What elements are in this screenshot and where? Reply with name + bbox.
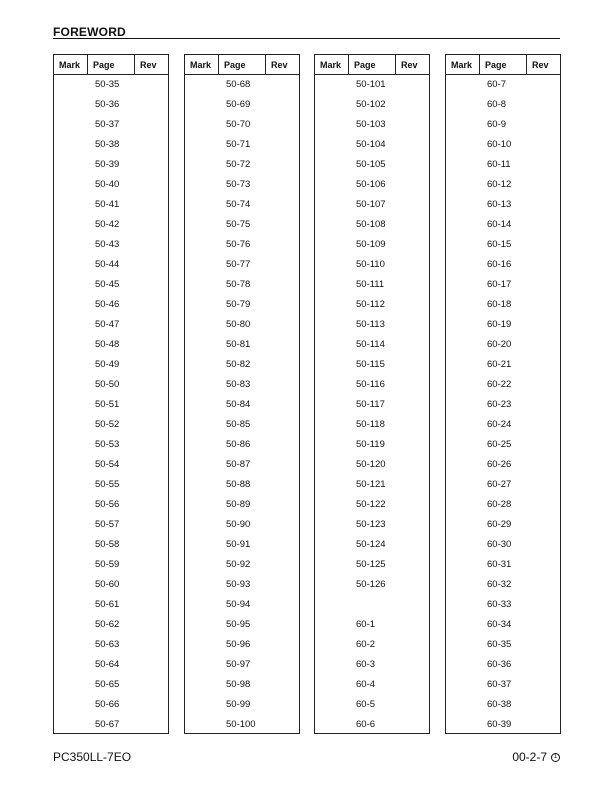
table-row [315, 595, 429, 615]
table-row: 50-59 [95, 559, 120, 570]
table-row: 50-124 [356, 539, 386, 550]
table-row: 50-46 [95, 299, 120, 310]
table-row: 60-29 [487, 519, 512, 530]
table-row: 50-118 [356, 419, 385, 430]
table-row: 50-64 [95, 659, 120, 670]
table-row: 60-38 [487, 699, 512, 710]
table-row: 60-34 [487, 619, 512, 630]
table-row: 50-107 [356, 199, 386, 210]
table-row: 60-9 [487, 119, 507, 130]
table-row: 50-50 [95, 379, 120, 390]
table-row: 50-96 [226, 639, 251, 650]
table-row: 50-102 [356, 99, 386, 110]
table-row: 60-13 [487, 199, 512, 210]
page-list-table-2 [184, 54, 300, 734]
footer-page-number [512, 750, 560, 764]
table-row: 60-25 [487, 439, 512, 450]
table-row: 50-57 [95, 519, 120, 530]
table-row: 50-48 [95, 339, 120, 350]
table-row: 50-67 [95, 719, 120, 730]
table-body [185, 75, 299, 735]
table-row: 50-44 [95, 259, 120, 270]
table-row: 60-1 [356, 619, 376, 630]
table-row: 50-110 [356, 259, 385, 270]
table-row: 60-17 [487, 279, 512, 290]
table-row: 50-95 [226, 619, 251, 630]
table-row: 50-47 [95, 319, 120, 330]
table-row: 50-69 [226, 99, 251, 110]
table-row: 50-61 [95, 599, 120, 610]
table-row: 50-97 [226, 659, 251, 670]
table-row: 50-112 [356, 299, 385, 310]
page-title: FOREWORD [53, 25, 126, 39]
table-row: 60-11 [487, 159, 511, 170]
table-row: 50-86 [226, 439, 251, 450]
table-body [446, 75, 560, 735]
table-row: 60-27 [487, 479, 512, 490]
table-header [446, 55, 560, 75]
table-row: 50-76 [226, 239, 251, 250]
table-row: 50-65 [95, 679, 120, 690]
table-row: 50-98 [226, 679, 251, 690]
table-row: 50-79 [226, 299, 251, 310]
table-row: 60-3 [356, 659, 376, 670]
table-row: 50-75 [226, 219, 251, 230]
table-row: 50-54 [95, 459, 120, 470]
table-row: 50-99 [226, 699, 251, 710]
table-row: 60-30 [487, 539, 512, 550]
column-header-page: Page [480, 55, 527, 74]
table-row: 50-117 [356, 399, 385, 410]
table-row: 60-39 [487, 719, 512, 730]
revision-circle-icon: 1 [551, 753, 560, 762]
table-row: 50-92 [226, 559, 251, 570]
table-row: 50-84 [226, 399, 251, 410]
table-row: 60-16 [487, 259, 512, 270]
table-row: 50-63 [95, 639, 120, 650]
table-row: 60-28 [487, 499, 512, 510]
footer-model: PC350LL-7EO [53, 750, 132, 764]
page-list-table-4 [445, 54, 561, 734]
table-row: 50-82 [226, 359, 251, 370]
table-row: 60-8 [487, 99, 507, 110]
column-header-rev: Rev [532, 59, 549, 70]
table-row: 50-40 [95, 179, 120, 190]
table-row: 60-33 [487, 599, 512, 610]
table-row: 50-35 [95, 79, 120, 90]
header-divider [53, 38, 560, 39]
table-row: 60-22 [487, 379, 512, 390]
table-row: 60-24 [487, 419, 512, 430]
page-list-table-3 [314, 54, 430, 734]
column-header-page: Page [88, 55, 135, 74]
table-row: 60-23 [487, 399, 512, 410]
table-row: 50-36 [95, 99, 120, 110]
table-row: 50-72 [226, 159, 251, 170]
table-row: 50-91 [226, 539, 251, 550]
column-header-page: Page [349, 55, 396, 74]
table-row: 50-122 [356, 499, 386, 510]
table-row: 50-90 [226, 519, 251, 530]
table-row: 50-41 [95, 199, 120, 210]
table-row: 60-4 [356, 679, 376, 690]
table-row: 50-62 [95, 619, 120, 630]
table-row: 50-87 [226, 459, 251, 470]
table-row: 50-55 [95, 479, 120, 490]
table-row: 60-32 [487, 579, 512, 590]
column-header-rev: Rev [271, 59, 288, 70]
table-row: 50-39 [95, 159, 120, 170]
table-row: 60-20 [487, 339, 512, 350]
table-row: 50-49 [95, 359, 120, 370]
column-header-rev: Rev [401, 59, 418, 70]
table-row: 50-111 [356, 279, 385, 290]
table-row: 50-119 [356, 439, 385, 450]
table-row: 60-18 [487, 299, 512, 310]
table-row: 50-73 [226, 179, 251, 190]
table-row: 50-125 [356, 559, 386, 570]
table-row: 60-15 [487, 239, 512, 250]
table-row: 50-113 [356, 319, 385, 330]
table-row: 50-89 [226, 499, 251, 510]
table-row: 50-103 [356, 119, 386, 130]
page-number: 00-2-7 [512, 750, 547, 764]
table-row: 50-121 [356, 479, 386, 490]
table-header [185, 55, 299, 75]
table-row: 50-109 [356, 239, 386, 250]
table-row: 60-2 [356, 639, 376, 650]
table-row: 50-85 [226, 419, 251, 430]
table-row: 50-81 [226, 339, 251, 350]
table-row: 50-68 [226, 79, 251, 90]
table-row: 50-100 [226, 719, 256, 730]
column-header-mark: Mark [185, 55, 219, 74]
column-header-mark: Mark [446, 55, 480, 74]
table-row: 50-43 [95, 239, 120, 250]
table-row: 50-115 [356, 359, 385, 370]
table-row: 50-83 [226, 379, 251, 390]
column-header-mark: Mark [54, 55, 88, 74]
table-row: 60-31 [487, 559, 512, 570]
table-row: 50-45 [95, 279, 120, 290]
table-header [315, 55, 429, 75]
table-row: 60-21 [487, 359, 512, 370]
table-row: 50-51 [95, 399, 120, 410]
table-row: 50-42 [95, 219, 120, 230]
table-header [54, 55, 168, 75]
table-row: 50-70 [226, 119, 251, 130]
table-row: 50-66 [95, 699, 120, 710]
table-row: 50-123 [356, 519, 386, 530]
table-row: 50-37 [95, 119, 120, 130]
table-row: 50-88 [226, 479, 251, 490]
column-header-page: Page [219, 55, 266, 74]
table-row: 60-5 [356, 699, 376, 710]
table-row: 50-105 [356, 159, 386, 170]
page-list-table-1 [53, 54, 169, 734]
table-row: 50-80 [226, 319, 251, 330]
column-header-mark: Mark [315, 55, 349, 74]
table-row: 50-78 [226, 279, 251, 290]
column-header-rev: Rev [140, 59, 157, 70]
table-row: 50-116 [356, 379, 385, 390]
table-row: 50-101 [356, 79, 386, 90]
table-row: 60-12 [487, 179, 512, 190]
table-row: 60-36 [487, 659, 512, 670]
table-row: 50-120 [356, 459, 386, 470]
table-row: 50-108 [356, 219, 386, 230]
table-row: 50-114 [356, 339, 385, 350]
table-row: 50-71 [226, 139, 251, 150]
table-row: 60-7 [487, 79, 507, 90]
table-row: 60-6 [356, 719, 376, 730]
table-body [315, 75, 429, 735]
table-body [54, 75, 168, 735]
table-row: 50-77 [226, 259, 251, 270]
table-row: 60-35 [487, 639, 512, 650]
table-row: 50-58 [95, 539, 120, 550]
table-row: 50-53 [95, 439, 120, 450]
table-row: 50-38 [95, 139, 120, 150]
table-row: 50-60 [95, 579, 120, 590]
table-row: 60-10 [487, 139, 512, 150]
table-row: 60-14 [487, 219, 512, 230]
table-row: 60-19 [487, 319, 512, 330]
table-row: 50-126 [356, 579, 386, 590]
table-row: 50-74 [226, 199, 251, 210]
table-row: 50-52 [95, 419, 120, 430]
table-row: 50-94 [226, 599, 251, 610]
table-row: 50-93 [226, 579, 251, 590]
table-row: 50-104 [356, 139, 386, 150]
table-row: 60-37 [487, 679, 512, 690]
table-row: 60-26 [487, 459, 512, 470]
table-row: 50-56 [95, 499, 120, 510]
table-row: 50-106 [356, 179, 386, 190]
